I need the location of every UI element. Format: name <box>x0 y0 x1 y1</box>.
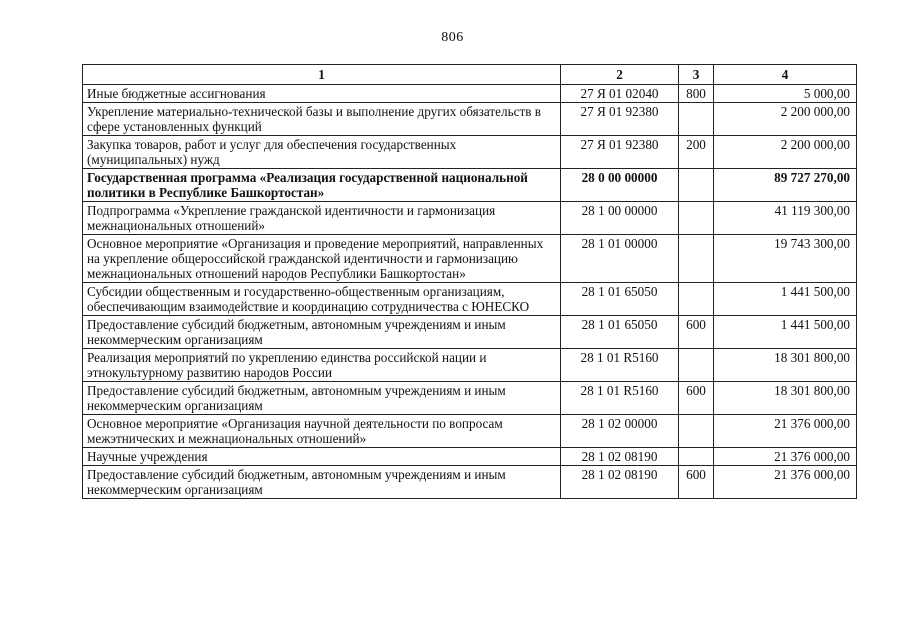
row-expense-type <box>679 283 714 316</box>
row-amount: 2 200 000,00 <box>714 136 857 169</box>
table-row <box>83 466 857 499</box>
table-row <box>83 283 857 316</box>
header-column-name: 1 <box>83 65 561 85</box>
row-code: 28 1 02 08190 <box>561 466 679 499</box>
table-row <box>83 235 857 283</box>
row-expense-type <box>679 169 714 202</box>
row-expense-type: 600 <box>679 382 714 415</box>
row-amount: 89 727 270,00 <box>714 169 857 202</box>
row-code: 28 1 01 00000 <box>561 235 679 283</box>
row-expense-type: 200 <box>679 136 714 169</box>
row-name: Государственная программа «Реализация государственной национальной политики в Республике Башкортостан» <box>83 169 561 202</box>
table-row-program <box>83 169 857 202</box>
page-number: 806 <box>441 30 464 45</box>
row-expense-type <box>679 415 714 448</box>
row-code: 28 1 01 R5160 <box>561 382 679 415</box>
row-name: Предоставление субсидий бюджетным, автономным учреждениям и иным некоммерческим организациям <box>83 316 561 349</box>
row-expense-type <box>679 103 714 136</box>
table-row <box>83 85 857 103</box>
row-amount: 41 119 300,00 <box>714 202 857 235</box>
row-name: Основное мероприятие «Организация научной деятельности по вопросам межэтнических и межнациональных отношений» <box>83 415 561 448</box>
row-name: Укрепление материально-технической базы и выполнение других обязательств в сфере установленных функций <box>83 103 561 136</box>
header-column-code: 2 <box>561 65 679 85</box>
row-code: 28 1 02 08190 <box>561 448 679 466</box>
row-name: Предоставление субсидий бюджетным, автономным учреждениям и иным некоммерческим организациям <box>83 466 561 499</box>
row-name: Реализация мероприятий по укреплению единства российской нации и этнокультурному развитию народов России <box>83 349 561 382</box>
row-name: Основное мероприятие «Организация и проведение мероприятий, направленных на укрепление общероссийской гражданской идентичности и гармонизацию межнациональных отношений народов Республики Башкортостан» <box>83 235 561 283</box>
row-amount: 19 743 300,00 <box>714 235 857 283</box>
header-column-expense-type: 3 <box>679 65 714 85</box>
row-expense-type <box>679 235 714 283</box>
row-amount: 18 301 800,00 <box>714 382 857 415</box>
row-amount: 21 376 000,00 <box>714 415 857 448</box>
header-column-amount: 4 <box>714 65 857 85</box>
row-expense-type: 800 <box>679 85 714 103</box>
table-row <box>83 382 857 415</box>
row-amount: 1 441 500,00 <box>714 316 857 349</box>
row-name: Закупка товаров, работ и услуг для обеспечения государственных (муниципальных) нужд <box>83 136 561 169</box>
table-row <box>83 136 857 169</box>
row-name: Предоставление субсидий бюджетным, автономным учреждениям и иным некоммерческим организациям <box>83 382 561 415</box>
row-expense-type <box>679 202 714 235</box>
row-code: 28 1 01 65050 <box>561 316 679 349</box>
row-expense-type: 600 <box>679 466 714 499</box>
row-amount: 2 200 000,00 <box>714 103 857 136</box>
row-amount: 21 376 000,00 <box>714 466 857 499</box>
row-name: Иные бюджетные ассигнования <box>83 85 561 103</box>
table-row <box>83 202 857 235</box>
row-code: 28 0 00 00000 <box>561 169 679 202</box>
table-row <box>83 316 857 349</box>
table-row <box>83 415 857 448</box>
row-code: 28 1 01 R5160 <box>561 349 679 382</box>
row-amount: 21 376 000,00 <box>714 448 857 466</box>
budget-table <box>82 64 857 499</box>
row-amount: 5 000,00 <box>714 85 857 103</box>
row-code: 27 Я 01 92380 <box>561 136 679 169</box>
table-header <box>83 65 857 85</box>
row-name: Субсидии общественным и государственно-общественным организациям, обеспечивающим взаимодействие и координацию сотрудничества с ЮНЕСКО <box>83 283 561 316</box>
row-code: 28 1 01 65050 <box>561 283 679 316</box>
table-row <box>83 448 857 466</box>
table-row <box>83 349 857 382</box>
header-row <box>83 65 857 85</box>
row-amount: 1 441 500,00 <box>714 283 857 316</box>
row-name: Научные учреждения <box>83 448 561 466</box>
row-expense-type <box>679 349 714 382</box>
row-expense-type <box>679 448 714 466</box>
row-name: Подпрограмма «Укрепление гражданской идентичности и гармонизация межнациональных отношений» <box>83 202 561 235</box>
row-code: 27 Я 01 92380 <box>561 103 679 136</box>
table-body <box>83 85 857 499</box>
row-code: 27 Я 01 02040 <box>561 85 679 103</box>
row-code: 28 1 00 00000 <box>561 202 679 235</box>
row-expense-type: 600 <box>679 316 714 349</box>
row-code: 28 1 02 00000 <box>561 415 679 448</box>
table-row <box>83 103 857 136</box>
row-amount: 18 301 800,00 <box>714 349 857 382</box>
